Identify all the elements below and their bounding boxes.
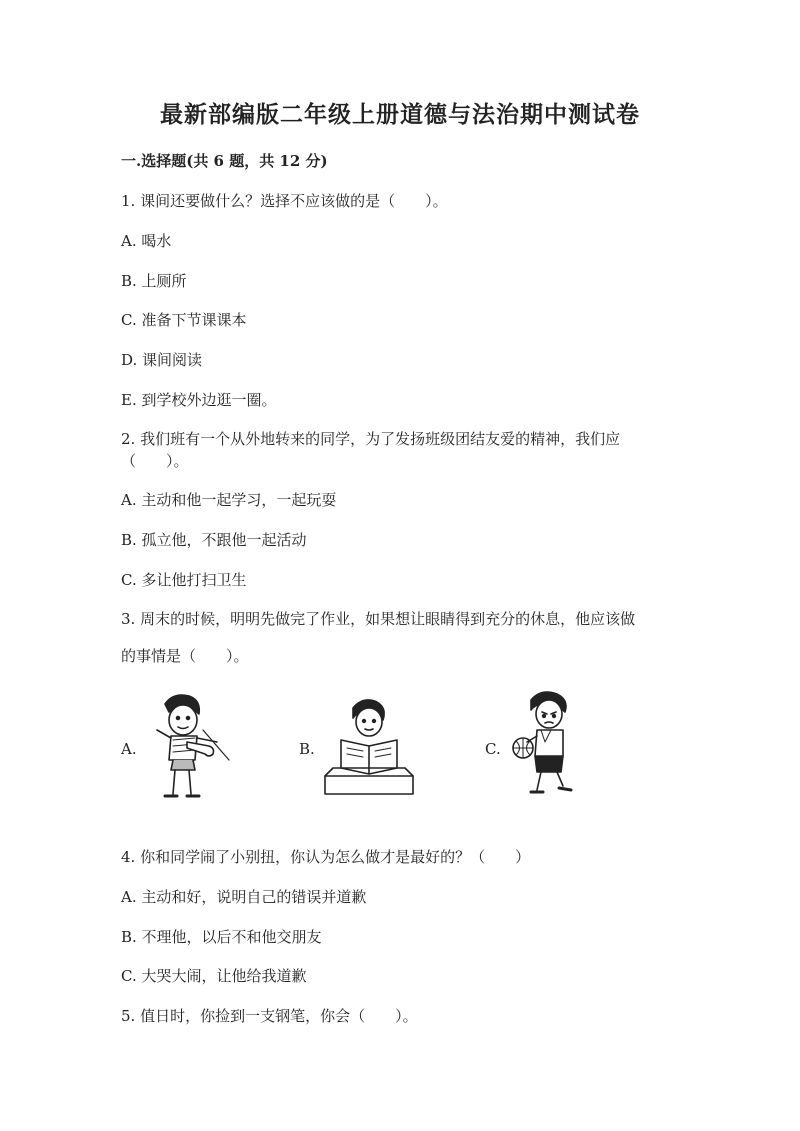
question-3-stem-line2: 的事情是（ ）。 [121, 647, 249, 665]
question-1-option-d: D. 课间阅读 [121, 351, 203, 369]
image-label-b: B. [299, 740, 315, 758]
question-1-option-c: C. 准备下节课课本 [121, 311, 247, 329]
child-basketball-icon [507, 690, 587, 802]
question-4-stem: 4. 你和同学闹了小别扭，你认为怎么做才是最好的？（ ） [121, 848, 531, 866]
question-2-option-c: C. 多让他打扫卫生 [121, 571, 247, 589]
question-1-option-e: E. 到学校外边逛一圈。 [121, 391, 277, 409]
question-4-option-b: B. 不理他，以后不和他交朋友 [121, 928, 322, 946]
question-4-option-c: C. 大哭大闹，让他给我道歉 [121, 967, 307, 985]
question-3-image-a [121, 690, 231, 810]
page-title: 最新部编版二年级上册道德与法治期中测试卷 [160, 101, 640, 128]
question-2-option-a: A. 主动和他一起学习，一起玩耍 [121, 491, 337, 509]
child-reading-icon [319, 696, 419, 801]
question-2-option-b: B. 孤立他，不跟他一起活动 [121, 531, 307, 549]
question-4-option-a: A. 主动和好，说明自己的错误并道歉 [121, 888, 367, 906]
question-1-option-a: A. 喝水 [121, 232, 172, 250]
question-1-option-b: B. 上厕所 [121, 272, 187, 290]
question-2-stem-line1: 2. 我们班有一个从外地转来的同学，为了发扬班级团结友爱的精神，我们应 [121, 430, 621, 448]
question-1-stem: 1. 课间还要做什么？选择不应该做的是（ ）。 [121, 192, 448, 210]
question-3-image-c [485, 690, 605, 810]
question-3-image-b [299, 690, 429, 810]
child-violin-icon [143, 690, 233, 805]
image-label-a: A. [121, 740, 137, 758]
question-2-stem-line2: （ ）。 [121, 452, 189, 470]
question-3-images [121, 690, 661, 810]
image-label-c: C. [485, 740, 501, 758]
question-3-stem-line1: 3. 周末的时候，明明先做完了作业，如果想让眼睛得到充分的休息，他应该做 [121, 610, 636, 628]
question-5-stem: 5. 值日时，你捡到一支钢笔，你会（ ）。 [121, 1007, 418, 1025]
section-heading: 一.选择题(共 6 题，共 12 分) [121, 152, 328, 170]
